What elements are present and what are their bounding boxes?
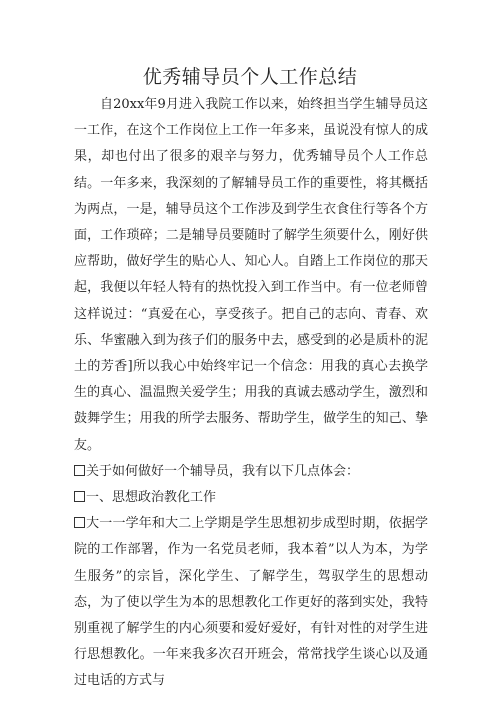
paragraph-experience-intro — [74, 459, 428, 485]
paragraph-intro — [74, 92, 428, 459]
document-body — [74, 92, 428, 695]
document-title: 优秀辅导员个人工作总结 — [142, 66, 358, 88]
checkbox-icon — [74, 491, 85, 502]
paragraph-ideology — [74, 511, 428, 694]
checkbox-icon — [74, 465, 85, 476]
section-heading-ideology-text: 一、思想政治教化工作 — [86, 490, 217, 506]
paragraph-intro-text: 自20xx年9月进入我院工作以来，始终担当学生辅导员这一工作，在这个工作岗位上工作一年多来，虽说没有惊人的成果，却也付出了很多的艰辛与努力，优秀辅导员个人工作总结。一年多来，我深刻的了解辅导员工作的重要性，将其概括为两点，一是，辅导员这个工作涉及到学生衣食住行等各个方面，工作琐碎；二是辅导员要随时了解学生须要什么，刚好供应帮助，做好学生的贴心人、知心人。自踏上工作岗位的那天起，我便以年轻人特有的热忱投入到工作当中。有一位老师曾这样说过：“真爱在心，享受孩子。把自己的志向、青春、欢乐、华蜜融入到为孩子们的服务中去，感受到的必是质朴的泥土的芳香]所以我心中始终牢记一个信念：用我的真心去换学生的真心、温温煦关爱学生；用我的真诚去感动学生，激烈和鼓舞学生；用我的所学去服务、帮助学生，做学生的知己、挚友。 — [74, 97, 428, 453]
section-heading-ideology — [74, 485, 428, 511]
paragraph-ideology-text: 大一一学年和大二上学期是学生思想初步成型时期，依据学院的工作部署，作为一名党员老师，我本着”以人为本，为学生服务”的宗旨，深化学生、了解学生，驾驭学生的思想动态，为了使以学生为本的思想教化工作更好的落到实处，我特别重视了解学生的内心须要和爱好爱好，有针对性的对学生进行思想教化。一年来我多次召开班会，常常找学生谈心以及通过电话的方式与 — [74, 516, 428, 689]
checkbox-icon — [74, 517, 85, 528]
paragraph-experience-intro-text: 关于如何做好一个辅导员，我有以下几点体会： — [86, 463, 360, 479]
